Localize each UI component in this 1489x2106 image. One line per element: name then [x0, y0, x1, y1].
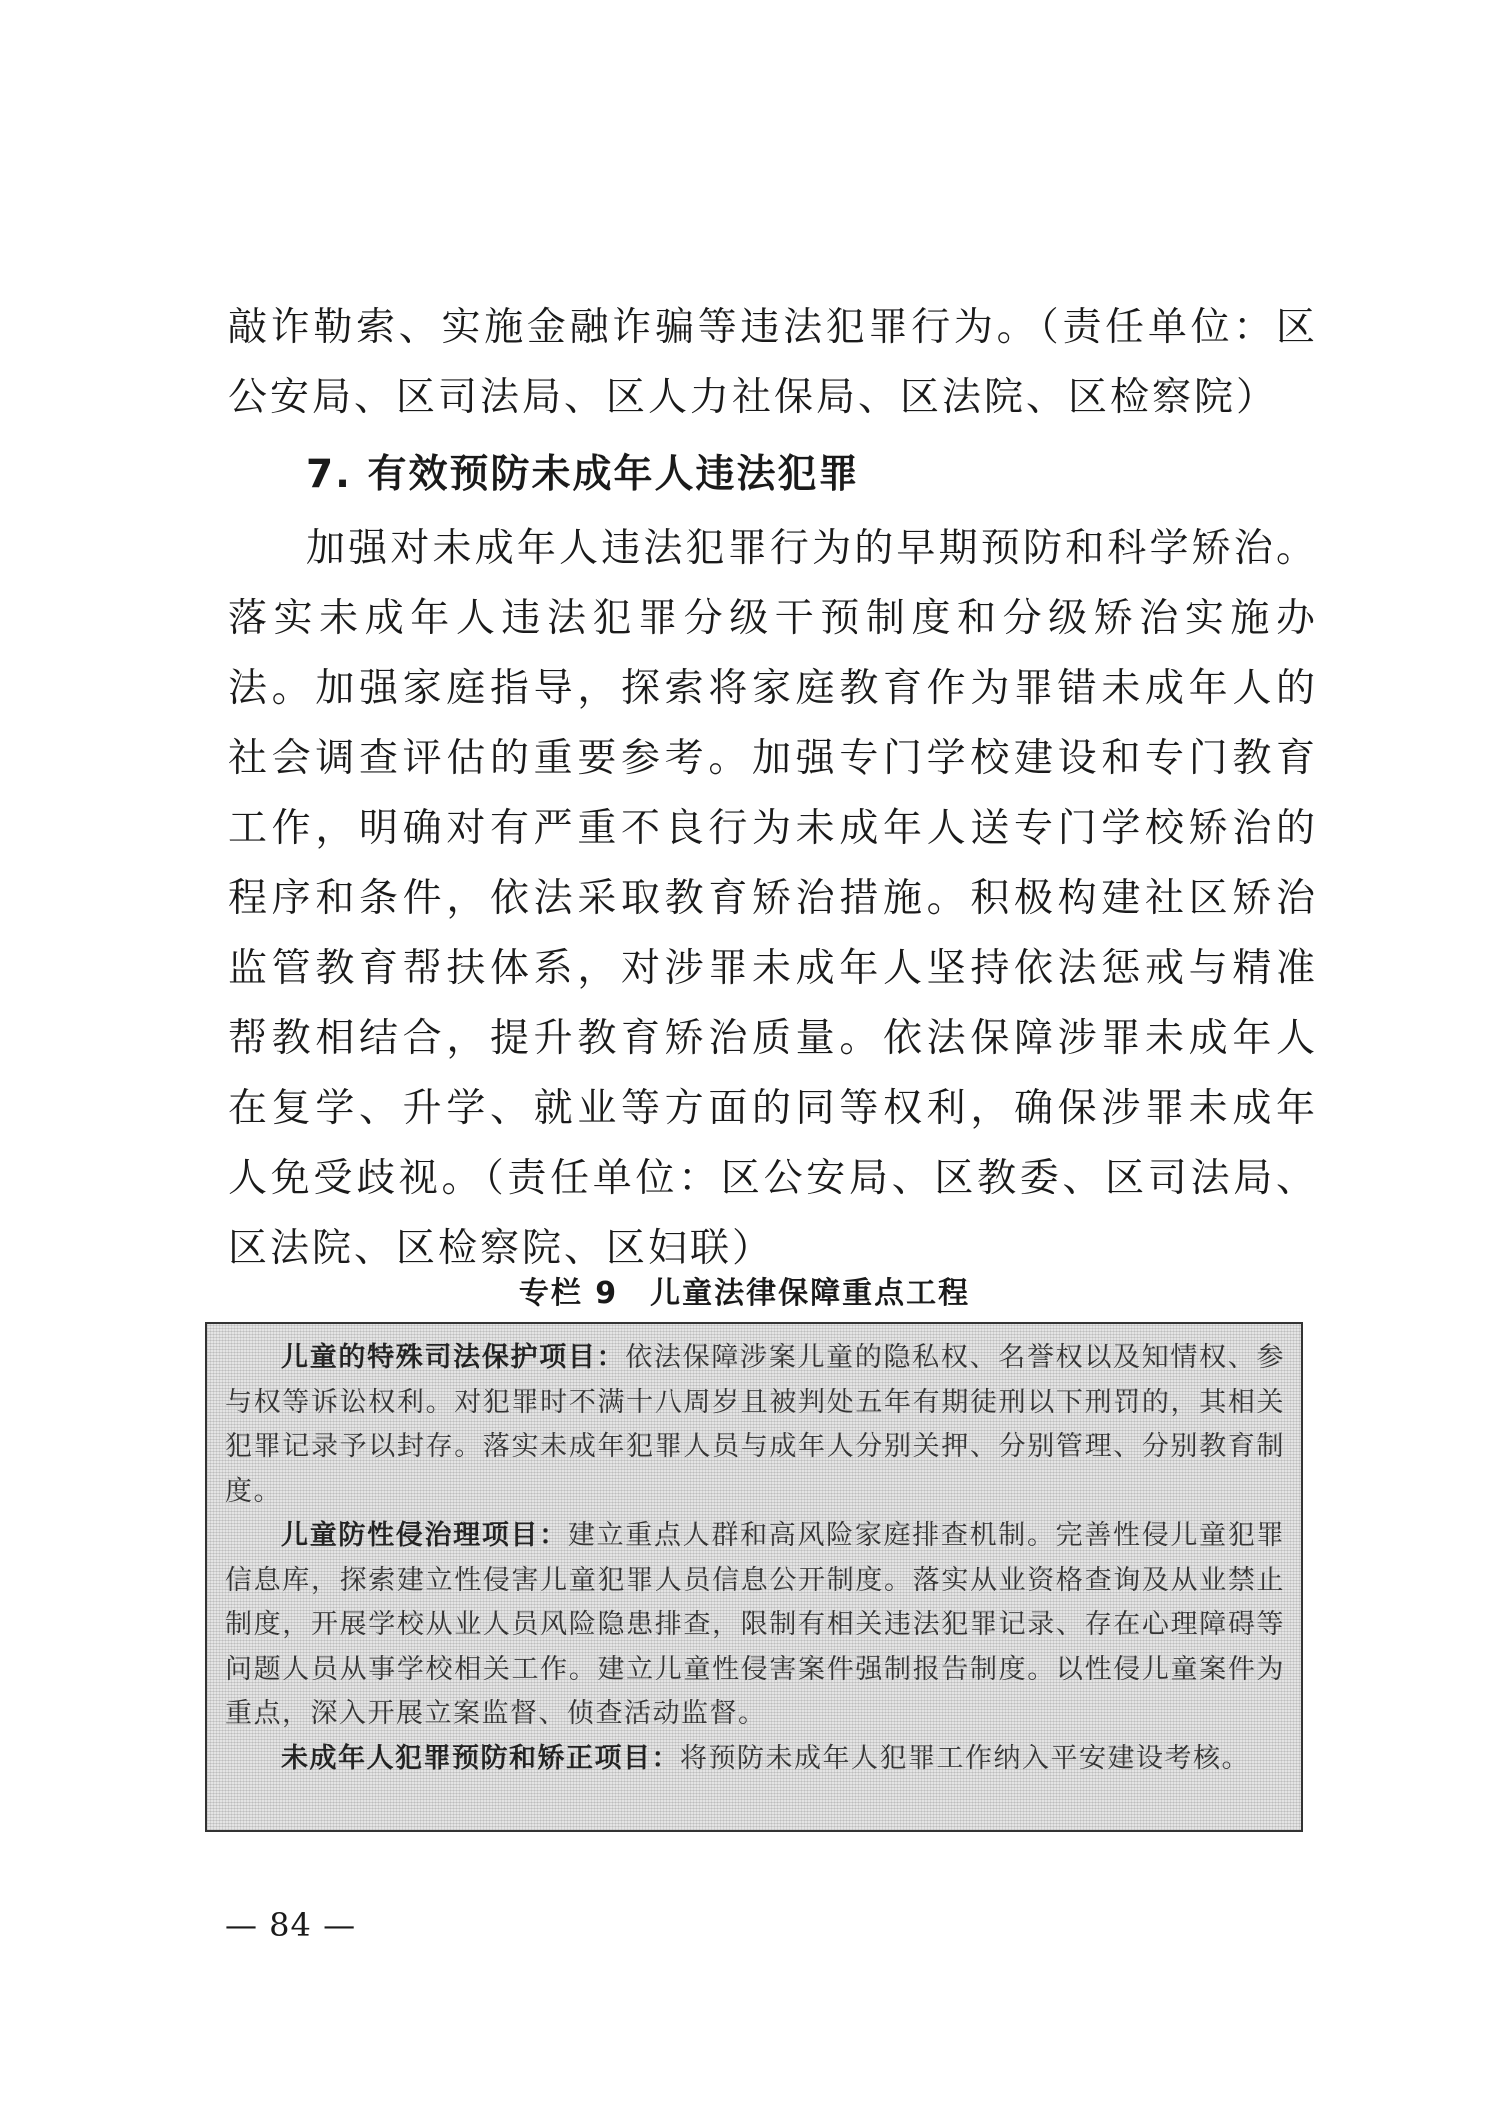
box-item-anti-sexual-abuse	[225, 1514, 1285, 1737]
column-box	[205, 1322, 1303, 1832]
box-item-judicial-protection	[225, 1336, 1285, 1514]
box-item-text: 依法保障涉案儿童的隐私权、名誉权以及知情权、参与权等诉讼权利。对犯罪时不满十八周岁且被判处五年有期徒刑以下刑罚的，其相关犯罪记录予以封存。落实未成年犯罪人员与成年人分别关押、分别管理、分别教育制度。	[225, 1342, 1286, 1507]
page-number: — 84 —	[225, 1906, 357, 1944]
box-item-lead: 儿童的特殊司法保护项目：	[281, 1342, 626, 1373]
section-heading: 7. 有效预防未成年人违法犯罪	[306, 452, 860, 497]
continued-paragraph: 敲诈勒索、实施金融诈骗等违法犯罪行为。（责任单位：区公安局、区司法局、区人力社保局、区法院、区检察院）	[228, 305, 1318, 420]
box-item-crime-prevention	[225, 1737, 1285, 1782]
main-paragraph: 加强对未成年人违法犯罪行为的早期预防和科学矫治。落实未成年人违法犯罪分级干预制度和分级矫治实施办法。加强家庭指导，探索将家庭教育作为罪错未成年人的社会调查评估的重要参考。加强专门学校建设和专门教育工作，明确对有严重不良行为未成年人送专门学校矫治的程序和条件，依法采取教育矫治措施。积极构建社区矫治监管教育帮扶体系，对涉罪未成年人坚持依法惩戒与精准帮教相结合，提升教育矫治质量。依法保障涉罪未成年人在复学、升学、就业等方面的同等权利，确保涉罪未成年人免受歧视。（责任单位：区公安局、区教委、区司法局、区法院、区检察院、区妇联）	[228, 526, 1318, 1271]
box-item-text: 将预防未成年人犯罪工作纳入平安建设考核。	[680, 1742, 1250, 1774]
box-item-text: 建立重点人群和高风险家庭排查机制。完善性侵儿童犯罪信息库，探索建立性侵害儿童犯罪人员信息公开制度。落实从业资格查询及从业禁止制度，开展学校从业人员风险隐患排查，限制有相关违法犯罪记录、存在心理障碍等问题人员从事学校相关工作。建立儿童性侵害案件强制报告制度。以性侵儿童案件为重点，深入开展立案监督、侦查活动监督。	[225, 1520, 1286, 1729]
box-item-lead: 儿童防性侵治理项目：	[281, 1520, 568, 1551]
column-box-title: 专栏 9 儿童法律保障重点工程	[518, 1276, 971, 1311]
box-item-lead: 未成年人犯罪预防和矫正项目：	[281, 1742, 680, 1774]
